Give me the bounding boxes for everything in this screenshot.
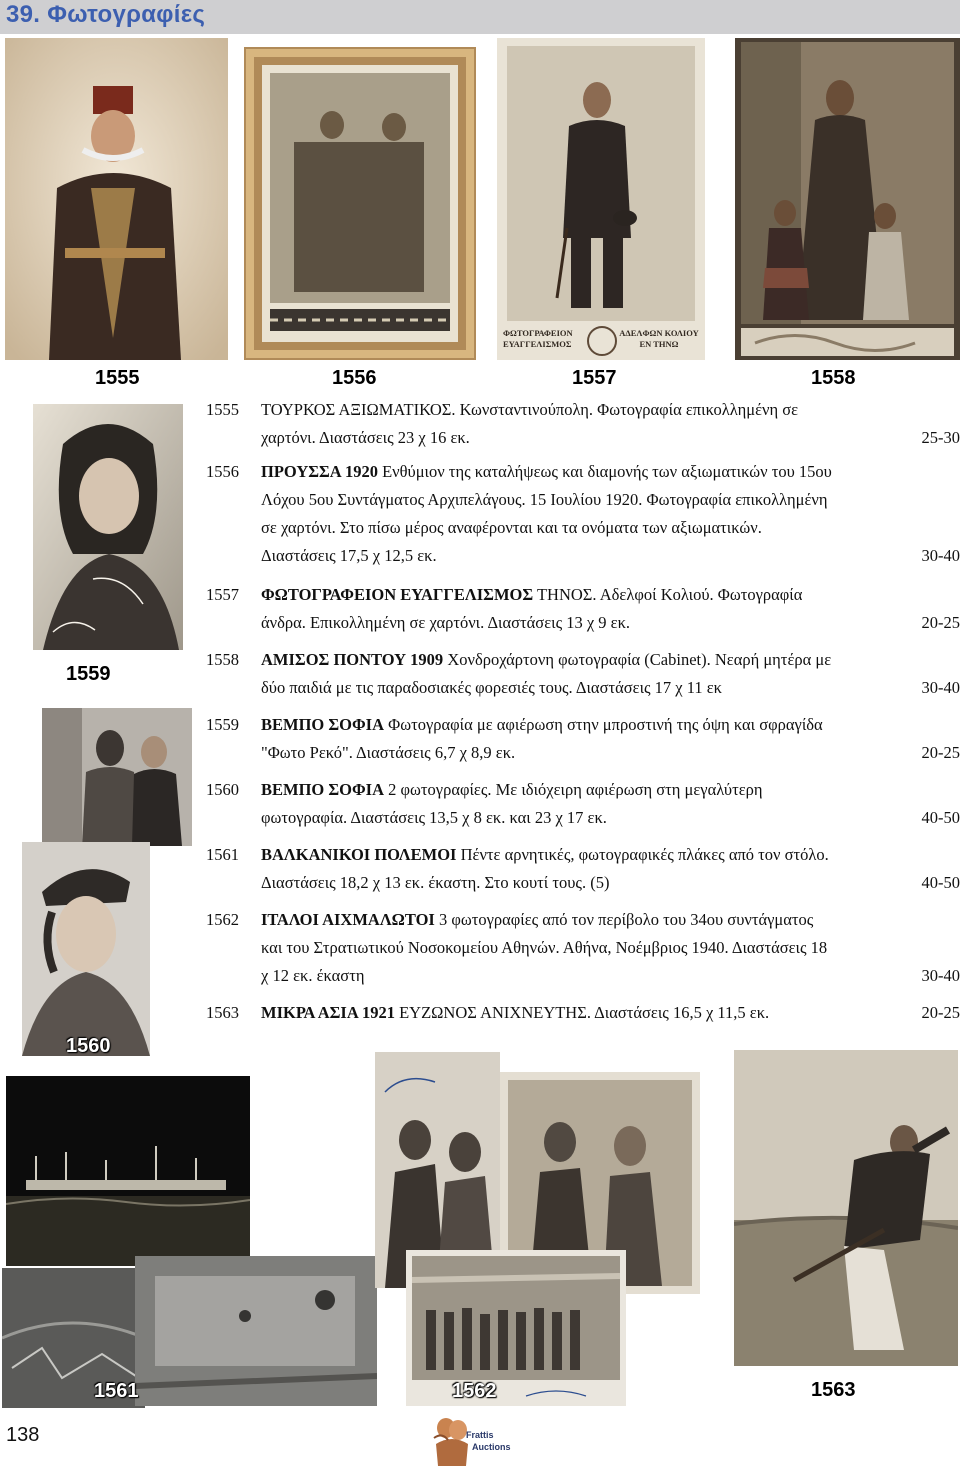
photo-1560-small: [42, 708, 192, 846]
lot-number: 1563: [206, 1003, 239, 1022]
lot-price: 20-25: [921, 1003, 960, 1022]
lot-1556: 1556 ΠΡΟΥΣΣΑ 1920 Ενθύμιον της καταλήψεως και διαμονής των αξιωματικών του 15ου Λόχου 5ου Συντάγματος Αρχιπελάγους. 15 Ιουλίου 1920. Φωτογραφία επικολλημένη σε χαρτόνι. Στο πίσω μέρος αναφέρονται και τα ονόματα των αξιωματικών. Διαστάσεις 17,5 χ 12,5 εκ. 30-40: [206, 458, 960, 570]
lot-price: 20-25: [921, 743, 960, 762]
photo-1561-negative-b: [135, 1256, 377, 1406]
photo-1556: [244, 47, 476, 360]
photo-label-1563: 1563: [811, 1379, 856, 1401]
photo-label-1560: 1560: [66, 1035, 111, 1057]
photo-1557: [497, 38, 705, 360]
photo-1555: [5, 38, 228, 360]
lot-price: 40-50: [921, 808, 960, 827]
lot-1558: 1558 ΑΜΙΣΟΣ ΠΟΝΤΟΥ 1909 Χονδροχάρτονη φωτογραφία (Cabinet). Νεαρή μητέρα με δύο παιδιά με τις παραδοσιακές φορεσιές τους. Διαστάσεις 17 χ 11 εκ 30-40: [206, 646, 960, 702]
photo-label-1562: 1562: [452, 1380, 497, 1402]
lot-1562: 1562 ΙΤΑΛΟΙ ΑΙΧΜΑΛΩΤΟΙ 3 φωτογραφίες από τον περίβολο του 34ου συντάγματος και του Στρατιωτικού Νοσοκομείου Αθηνών. Αθήνα, Νοέμβριος 1940. Διαστάσεις 18 χ 12 εκ. έκαστη 30-40: [206, 906, 960, 990]
photo-1558: [735, 38, 960, 360]
page-header: [0, 0, 960, 34]
frattis-logo: Frattis Auctions: [432, 1414, 532, 1468]
lot-number: 1561: [206, 845, 239, 864]
photo-label-1561: 1561: [94, 1380, 139, 1402]
lot-number: 1562: [206, 910, 239, 929]
page-number: 138: [6, 1424, 40, 1446]
studio-stamp-right: ΑΔΕΛΦΩΝ ΚΟΛΙΟΥ ΕΝ ΤΗΝΩ: [619, 328, 699, 349]
photo-label-1555: 1555: [95, 367, 140, 389]
lot-1561: 1561 ΒΑΛΚΑΝΙΚΟΙ ΠΟΛΕΜΟΙ Πέντε αρνητικές, φωτογραφικές πλάκες από τον στόλο. Διαστάσεις 18,2 χ 13 εκ. έκαστη. Στο κουτί τους. (5) 40-50: [206, 841, 960, 897]
lot-price: 40-50: [921, 873, 960, 892]
photo-label-1558: 1558: [811, 367, 856, 389]
lot-1563: 1563 ΜΙΚΡΑ ΑΣΙΑ 1921 ΕΥΖΩΝΟΣ ΑΝΙΧΝΕΥΤΗΣ. Διαστάσεις 16,5 χ 11,5 εκ. 20-25: [206, 999, 960, 1027]
lot-1557: 1557 ΦΩΤΟΓΡΑΦΕΙΟΝ ΕΥΑΓΓΕΛΙΣΜΟΣ ΤΗΝΟΣ. Αδελφοί Κολιού. Φωτογραφία άνδρα. Επικολλημένη σε χαρτόνι. Διαστάσεις 13 χ 9 εκ. 20-25: [206, 581, 960, 637]
lot-1559: 1559 ΒΕΜΠΟ ΣΟΦΙΑ Φωτογραφία με αφιέρωση στην μπροστινή της όψη και σφραγίδα "Φωτο Ρεκό". Διαστάσεις 6,7 χ 8,9 εκ. 20-25: [206, 711, 960, 767]
lot-number: 1555: [206, 400, 239, 419]
photo-label-1559: 1559: [66, 663, 111, 685]
crest-icon: [587, 326, 617, 356]
photo-1559: [33, 404, 183, 650]
studio-stamp-left: ΦΩΤΟΓΡΑΦΕΙΟΝ ΕΥΑΓΓΕΛΙΣΜΟΣ: [503, 328, 573, 349]
photo-1562-c: [406, 1250, 626, 1406]
photo-1561: [6, 1076, 250, 1266]
photo-label-1557: 1557: [572, 367, 617, 389]
lot-price: 30-40: [921, 678, 960, 697]
photo-1563: [734, 1050, 958, 1366]
lot-1555: 1555 ΤΟΥΡΚΟΣ ΑΞΙΩΜΑΤΙΚΟΣ. Κωνσταντινούπολη. Φωτογραφία επικολλημένη σε χαρτόνι. Διαστάσεις 23 χ 16 εκ. 25-30: [206, 396, 960, 452]
lot-price: 30-40: [921, 966, 960, 985]
lot-price: 20-25: [921, 613, 960, 632]
lot-1560: 1560 ΒΕΜΠΟ ΣΟΦΙΑ 2 φωτογραφίες. Με ιδιόχειρη αφιέρωση στη μεγαλύτερη φωτογραφία. Διαστάσεις 13,5 χ 8 εκ. και 23 χ 17 εκ. 40-50: [206, 776, 960, 832]
lot-number: 1559: [206, 715, 239, 734]
lot-number: 1560: [206, 780, 239, 799]
lot-number: 1558: [206, 650, 239, 669]
lot-number: 1557: [206, 585, 239, 604]
lot-price: 25-30: [921, 428, 960, 447]
page-title: 39. Φωτογραφίες: [6, 1, 206, 28]
photo-label-1556: 1556: [332, 367, 377, 389]
lot-price: 30-40: [921, 546, 960, 565]
lot-number: 1556: [206, 462, 239, 481]
putti-logo-icon: [432, 1414, 472, 1468]
photo-1560: [22, 842, 150, 1056]
